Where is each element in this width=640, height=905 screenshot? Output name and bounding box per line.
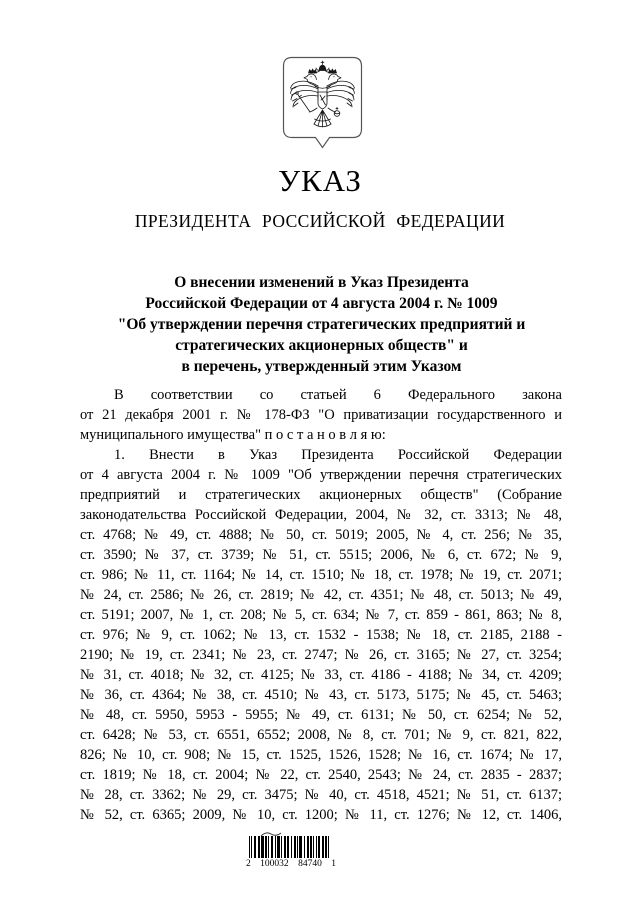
barcode-digit-group: 2 — [246, 859, 251, 869]
subject-line: в перечень, утвержденный этим Указом — [181, 358, 462, 375]
decree-body — [80, 385, 562, 825]
decree-title: УКАЗ — [278, 163, 362, 198]
body-line: 2190; № 19, ст. 2341; № 23, ст. 2747; № 26, ст. 3165; № 27, ст. 3254; — [80, 647, 562, 663]
body-line: ст. 4768; № 49, ст. 4888; № 50, ст. 5019; 2005, № 4, ст. 256; № 35, — [80, 527, 562, 543]
body-line: законодательства Российской Федерации, 2004, № 32, ст. 3313; № 48, — [80, 507, 562, 523]
body-line: № 52, ст. 6365; 2009, № 10, ст. 1200; № 11, ст. 1276; № 12, ст. 1406, — [80, 807, 562, 823]
body-line: ст. 3590; № 37, ст. 3739; № 51, ст. 5515; 2006, № 6, ст. 672; № 9, — [80, 547, 562, 563]
subject-line: "Об утверждении перечня стратегических предприятий и — [117, 316, 526, 333]
body-line: 826; № 10, ст. 908; № 15, ст. 1525, 1526, 1528; № 16, ст. 1674; № 17, — [80, 747, 562, 763]
body-line: ст. 6428; № 53, ст. 6551, 6552; 2008, № 8, ст. 701; № 9, ст. 821, 822, — [80, 727, 562, 743]
decree-issuer: ПРЕЗИДЕНТА РОССИЙСКОЙ ФЕДЕРАЦИИ — [134, 211, 506, 231]
subject-line: О внесении изменений в Указ Президента — [174, 274, 469, 291]
body-line: предприятий и стратегических акционерных обществ" (Собрание — [80, 487, 562, 503]
barcode — [246, 836, 336, 869]
body-line: В соответствии со статьей 6 Федерального закона — [114, 387, 562, 403]
barcode-digit-group: 1 — [331, 859, 336, 869]
body-line: № 24, ст. 2586; № 26, ст. 2819; № 42, ст. 4351; № 48, ст. 5013; № 49, — [80, 587, 562, 603]
decree-subject — [80, 272, 563, 377]
body-line: ст. 986; № 11, ст. 1164; № 14, ст. 1510; № 18, ст. 1978; № 19, ст. 2071; — [80, 567, 562, 583]
body-line: № 31, ст. 4018; № 32, ст. 4125; № 33, ст. 4186 - 4188; № 34, ст. 4209; — [80, 667, 562, 683]
double-headed-eagle-icon — [282, 56, 363, 150]
body-line: ст. 976; № 9, ст. 1062; № 13, ст. 1532 - 1538; № 18, ст. 2185, 2188 - — [80, 627, 562, 643]
body-line: муниципального имущества" п о с т а н о в л я ю: — [80, 427, 386, 443]
barcode-digit-group: 84740 — [298, 859, 322, 869]
barcode-number — [246, 859, 336, 869]
body-line: № 48, ст. 5950, 5953 - 5955; № 49, ст. 6131; № 50, ст. 6254; № 52, — [80, 707, 562, 723]
print-control-mark — [260, 826, 282, 835]
barcode-bars — [249, 836, 329, 858]
barcode-digit-group: 100032 — [260, 859, 289, 869]
body-line: ст. 1819; № 18, ст. 2004; № 22, ст. 2540, 2543; № 24, ст. 2835 - 2837; — [80, 767, 562, 783]
body-line: от 4 августа 2004 г. № 1009 "Об утверждении перечня стратегических — [80, 467, 562, 483]
body-line: № 36, ст. 4364; № 38, ст. 4510; № 43, ст. 5173, 5175; № 45, ст. 5463; — [80, 687, 562, 703]
body-line: 1. Внести в Указ Президента Российской Федерации — [114, 447, 562, 463]
coat-of-arms — [282, 56, 363, 150]
body-line: ст. 5191; 2007, № 1, ст. 208; № 5, ст. 634; № 7, ст. 859 - 861, 863; № 8, — [80, 607, 562, 623]
subject-line: Российской Федерации от 4 августа 2004 г. № 1009 — [145, 295, 498, 312]
subject-line: стратегических акционерных обществ" и — [175, 337, 468, 354]
body-line: № 28, ст. 3362; № 29, ст. 3475; № 40, ст. 4518, 4521; № 51, ст. 6137; — [80, 787, 562, 803]
body-line: от 21 декабря 2001 г. № 178-ФЗ "О приватизации государственного и — [80, 407, 562, 423]
